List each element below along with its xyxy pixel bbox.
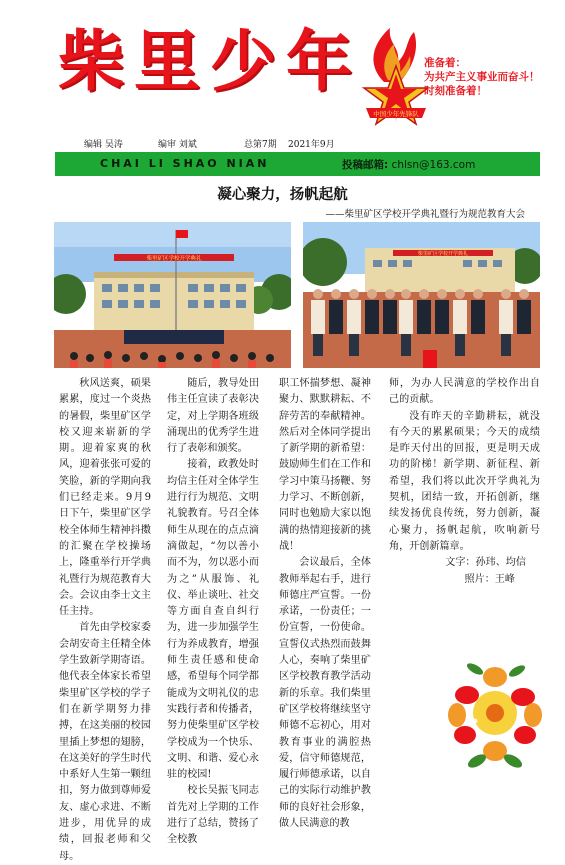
paragraph: 师，为办人民满意的学校作出自己的贡献。 bbox=[389, 378, 540, 406]
photo2-banner: 柴里矿区学校开学典礼 bbox=[417, 251, 469, 257]
ceremony-photo-2 bbox=[303, 222, 540, 368]
paragraph: 接着，政教处时均信主任对全体学生进行行为规范、文明礼貌教育。号召全体师生从现在的点点滴滴做起，“勿以善小而不为，勿以恶小而为之”从服饰、礼仪、举止谈吐、社交等方面自查自纠行为，进一步加强学生行为养成教育，增强师生责任感和使命感，希望每个同学都能成为文明礼仪的忠实践行者和传播者，努力使柴里矿区学校学校成为一个快乐、文明、和谐、爱心永驻的校园! bbox=[167, 459, 259, 781]
newspaper-title: 柴里少年 bbox=[58, 22, 362, 100]
slogan-line-1: 准备着： bbox=[424, 57, 466, 69]
article-subhead: ——柴里矿区学校开学典礼暨行为规范教育大会 bbox=[325, 209, 525, 220]
paragraph: 首先由学校家委会胡安奇主任精全体学生致新学期寄语。他代表全体家长希望柴里矿区学校的学子们在新学期努力排搏，在这美丽的校园里插上梦想的翅膀，在这美好的学生时代中系好人生第一颗纽扣，努力做到尊师爱友、虚心求进、不断进步，用优异的成绩，回报老师和父母。 bbox=[59, 622, 151, 862]
paragraph: 校长吴振飞同志首先对上学期的工作进行了总结，赞扬了全校教 bbox=[167, 785, 259, 846]
paragraph: 职工怀揣梦想、凝神聚力、默默耕耘、不辞劳苦的奉献精神。然后对全体同学提出了新学期的新希望：鼓励师生们在工作和学习中策马扬鞭、努力学习、不断创新，同时也勉励大家以饱满的热情迎接新的挑战！ bbox=[279, 378, 371, 552]
editor-credit: 编辑 吴涛 bbox=[84, 140, 123, 150]
submission-email bbox=[342, 157, 475, 172]
article-column-2 bbox=[167, 376, 259, 849]
photo-credit: 照片：王峰 bbox=[464, 573, 515, 585]
email-address[interactable]: chlsn@163.com bbox=[391, 159, 476, 171]
photo1-banner: 柴里矿区学校开学典礼 bbox=[146, 256, 202, 262]
slogan-line-2: 为共产主义事业而奋斗！ bbox=[424, 71, 540, 83]
article-headline: 凝心聚力，扬帆起航 bbox=[217, 187, 348, 203]
issue-number: 总第7期 bbox=[244, 140, 277, 150]
masthead bbox=[0, 0, 565, 150]
text-credit: 文字：孙玮、均信 bbox=[445, 557, 526, 569]
ceremony-photo-1 bbox=[54, 222, 291, 368]
paragraph: 随后，教导处田伟主任宣读了表彰决定，对上学期各班级涌现出的优秀学生进行了表彰和颁奖。 bbox=[167, 378, 259, 455]
slogan bbox=[424, 56, 564, 98]
reviewer-credit: 编审 刘斌 bbox=[158, 140, 197, 150]
paragraph: 秋风送爽，硕果累累，度过一个炎热的暑假，柴里矿区学校又迎来崭新的学期。迎着家爽的秋风，迎着张张可爱的笑脸，新的学期向我们已经走来。9月9日下午，柴里矿区学校全体师生精神抖擞的汇聚在学校操场上，隆重举行开学典礼暨行为规范教育大会。会议由李士文主任主持。 bbox=[59, 378, 151, 618]
email-label: 投稿邮箱: bbox=[342, 159, 389, 171]
paragraph: 会议最后，全体教师举起右手，进行师德庄严宣誓。一份承诺，一份责任；一份宣誓，一份使命。宣誓仪式热烈而鼓舞人心，奏响了柴里矿区学校教育教学活动新的乐章。我们柴里矿区学校将继续坚守师德不忘初心，用对教育事业的满腔热爱，信守师德规范，履行师德承诺，以自己的实际行动维护教师的良好社会形象，做人民满意的教 bbox=[279, 557, 371, 830]
article-column-1 bbox=[59, 376, 151, 865]
paragraph: 没有昨天的辛勤耕耘，就没有今天的累累硕果；今天的成绩是昨天付出的回报，更是明天成功的阶梯！新学期、新征程、新希望，我们将以此次开学典礼为契机，团结一致，开拓创新，继续发扬优良传统，努力创新，凝心聚力，扬帆起航，吹响新号角，开创新篇章。 bbox=[389, 410, 540, 552]
flower-bouquet-icon bbox=[445, 655, 545, 773]
article-column-4 bbox=[389, 376, 540, 588]
emblem-label: 中国少年先锋队 bbox=[373, 110, 419, 118]
pinyin-name: CHAI LI SHAO NIAN bbox=[100, 157, 270, 170]
article-column-3 bbox=[279, 376, 371, 832]
slogan-line-3: 时刻准备着！ bbox=[424, 85, 487, 97]
issue-date: 2021年9月 bbox=[288, 140, 335, 150]
